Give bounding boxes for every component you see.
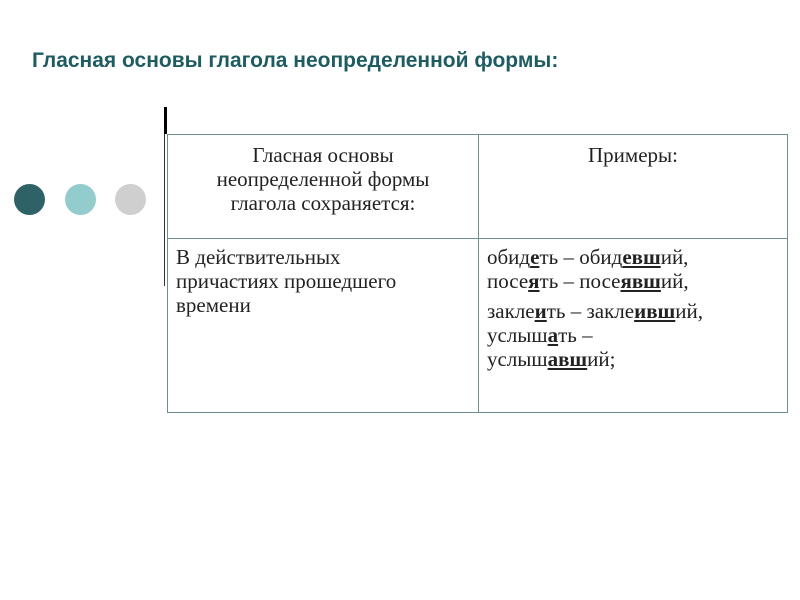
gray-dot (115, 184, 146, 215)
example-highlight: я (528, 269, 540, 293)
case-line: времени (176, 293, 251, 317)
example-highlight: евш (622, 245, 661, 269)
example-text: ий, (675, 299, 704, 323)
example-line (487, 245, 781, 269)
table-row (168, 239, 788, 413)
accent-line (164, 134, 165, 286)
case-cell (168, 239, 479, 413)
example-text: обид (487, 245, 531, 269)
header-examples-cell (479, 135, 788, 239)
example-text: ть – закле (546, 299, 635, 323)
example-line (487, 347, 781, 371)
example-text: услыш (487, 347, 548, 371)
example-text: ий, (660, 245, 689, 269)
example-highlight: и (534, 299, 547, 323)
example-text: ий; (587, 347, 616, 371)
example-text: ть – обид (539, 245, 623, 269)
example-text: ть – (558, 323, 593, 347)
example-line (487, 269, 781, 293)
slide-title: Гласная основы глагола неопределенной формы: (32, 49, 559, 72)
example-highlight: е (530, 245, 540, 269)
example-highlight: явш (620, 269, 661, 293)
example-highlight: авш (547, 347, 588, 371)
case-line: причастиях прошедшего (176, 269, 397, 293)
header-rule-line: Гласная основы (252, 143, 394, 167)
header-examples-label: Примеры: (588, 143, 678, 167)
header-rule-line: глагола сохраняется: (230, 191, 416, 215)
rules-table (167, 134, 788, 413)
case-line: В действительных (176, 245, 341, 269)
example-highlight: а (547, 323, 559, 347)
light-teal-dot (65, 184, 96, 215)
example-text: ть – посе (539, 269, 621, 293)
decorative-dots (14, 184, 154, 216)
example-highlight: ивш (634, 299, 676, 323)
example-text: ий, (660, 269, 689, 293)
examples-cell (479, 239, 788, 413)
example-text: закле (487, 299, 535, 323)
dark-teal-dot (14, 184, 45, 215)
example-text: посе (487, 269, 529, 293)
header-rule-line: неопределенной формы (216, 167, 430, 191)
example-line (487, 323, 781, 347)
example-line (487, 299, 781, 323)
accent-bar (164, 107, 167, 134)
table-header-row (168, 135, 788, 239)
header-rule-cell (168, 135, 479, 239)
example-text: услыш (487, 323, 548, 347)
